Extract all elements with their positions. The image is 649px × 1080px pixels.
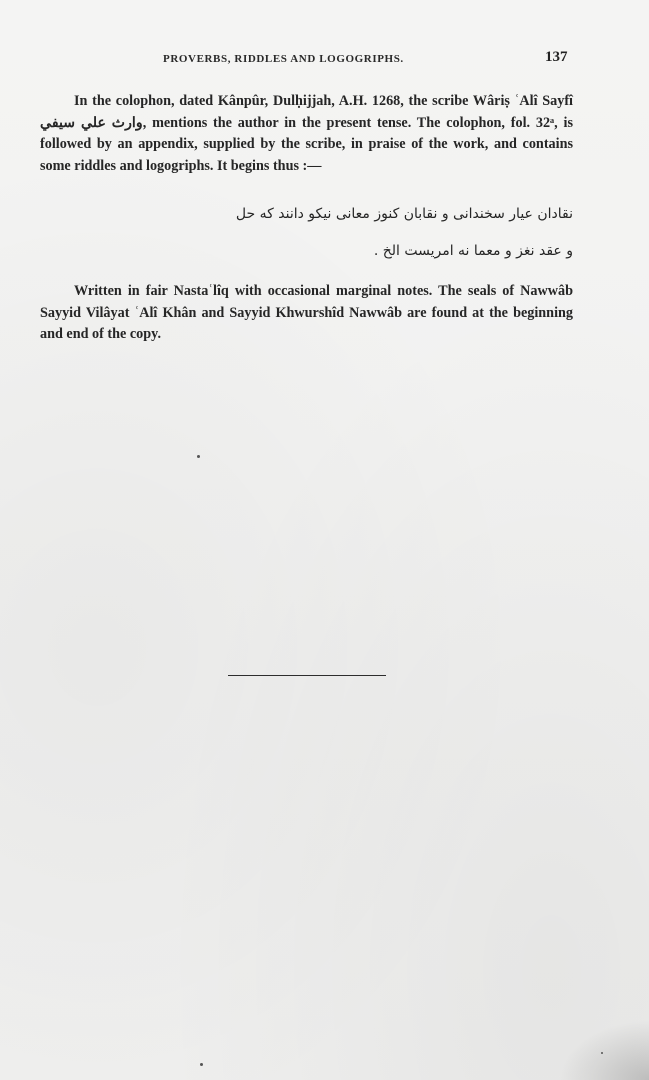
persian-quotation-line-1: نقادان عیار سخندانی و نقابان کنوز معانی نیکو دانند که حل: [235, 206, 573, 222]
running-head: PROVERBS, RIDDLES AND LOGOGRIPHS.: [163, 53, 404, 65]
paper-speck: [197, 455, 200, 458]
section-divider-rule: [228, 675, 386, 676]
persian-quotation-line-2: و عقد نغز و معما نه امریست الخ .: [373, 243, 573, 259]
page-number: 137: [545, 49, 568, 65]
page-edge-stain: [559, 1020, 649, 1080]
body-paragraph-colophon: [40, 91, 573, 177]
paper-speck: [200, 1063, 203, 1066]
paragraph-text: Written in fair Nastaʿlîq with occasional marginal notes. The seals of Nawwâb Sayyid Vilâyat ʿAlî Khân and Sayyid Khwurshîd Nawwâb are found at the beginning and end of the copy.: [40, 283, 573, 342]
paragraph-text: In the colophon, dated Kânpûr, Dulḥijjah, A.H. 1268, the scribe Wâriṣ ʿAlî Sayfî وارث علي سيفي, mentions the author in the present tense. The colophon, fol. 32ᵃ, is followed by an appendix, supplied by the scribe, in praise of the work, and contains some riddles and logogriphs. It begins thus :—: [40, 93, 573, 174]
body-paragraph-description: [40, 281, 573, 346]
